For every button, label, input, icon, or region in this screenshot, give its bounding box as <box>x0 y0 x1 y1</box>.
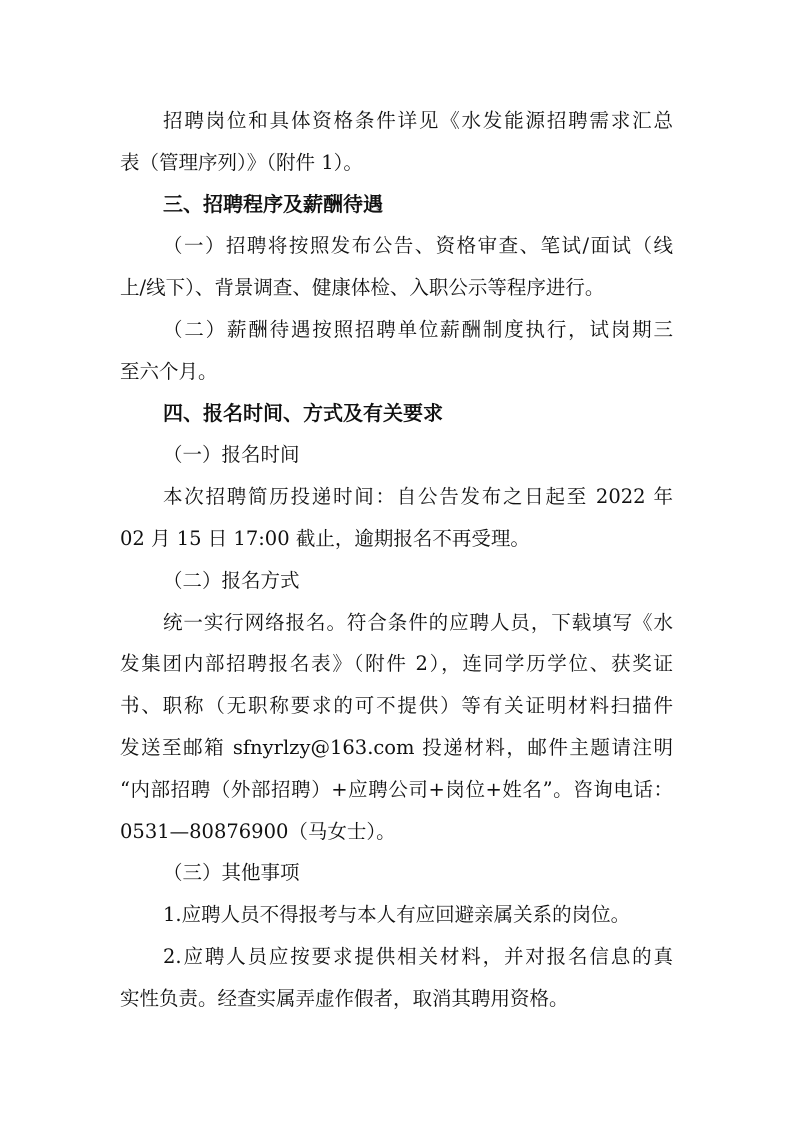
text-line: （一）报名时间 <box>163 443 300 467</box>
section-heading: 四、报名时间、方式及有关要求 <box>163 400 443 425</box>
text-line: 实性负责。经查实属弄虚作假者，取消其聘用资格。 <box>120 986 569 1010</box>
text-line: （二）薪酬待遇按照招聘单位薪酬制度执行，试岗期三 <box>163 317 673 341</box>
text-line: （三）其他事项 <box>163 861 300 885</box>
text-line: （一）招聘将按照发布公告、资格审查、笔试/面试（线 <box>163 234 673 258</box>
text-line: 至六个月。 <box>120 359 218 383</box>
text-line: 统一实行网络报名。符合条件的应聘人员，下载填写《水 <box>163 610 673 634</box>
section-heading: 三、招聘程序及薪酬待遇 <box>163 191 383 216</box>
text-line: 招聘岗位和具体资格条件详见《水发能源招聘需求汇总 <box>163 109 673 132</box>
text-line: 表（管理序列）》（附件 1）。 <box>120 150 363 174</box>
text-line: “内部招聘（外部招聘）+应聘公司+岗位+姓名”。咨询电话： <box>120 777 673 801</box>
text-line: 02 月 15 日 17:00 截止，逾期报名不再受理。 <box>120 526 530 550</box>
document-page <box>120 100 673 1020</box>
text-line: 发集团内部招聘报名表》（附件 2），连同学历学位、获奖证 <box>120 652 673 676</box>
text-line: 本次招聘简历投递时间：自公告发布之日起至 2022 年 <box>163 485 673 509</box>
text-line: （二）报名方式 <box>163 568 300 592</box>
text-line: 上/线下）、背景调查、健康体检、入职公示等程序进行。 <box>120 276 605 300</box>
text-line: 书、职称（无职称要求的可不提供）等有关证明材料扫描件 <box>120 694 673 718</box>
text-line: 0531—80876900（马女士）。 <box>120 819 396 843</box>
text-line: 1.应聘人员不得报考与本人有应回避亲属关系的岗位。 <box>163 903 631 927</box>
text-line: 2.应聘人员应按要求提供相关材料，并对报名信息的真 <box>163 944 673 968</box>
text-line: 发送至邮箱 sfnyrlzy@163.com 投递材料，邮件主题请注明 <box>120 735 673 759</box>
